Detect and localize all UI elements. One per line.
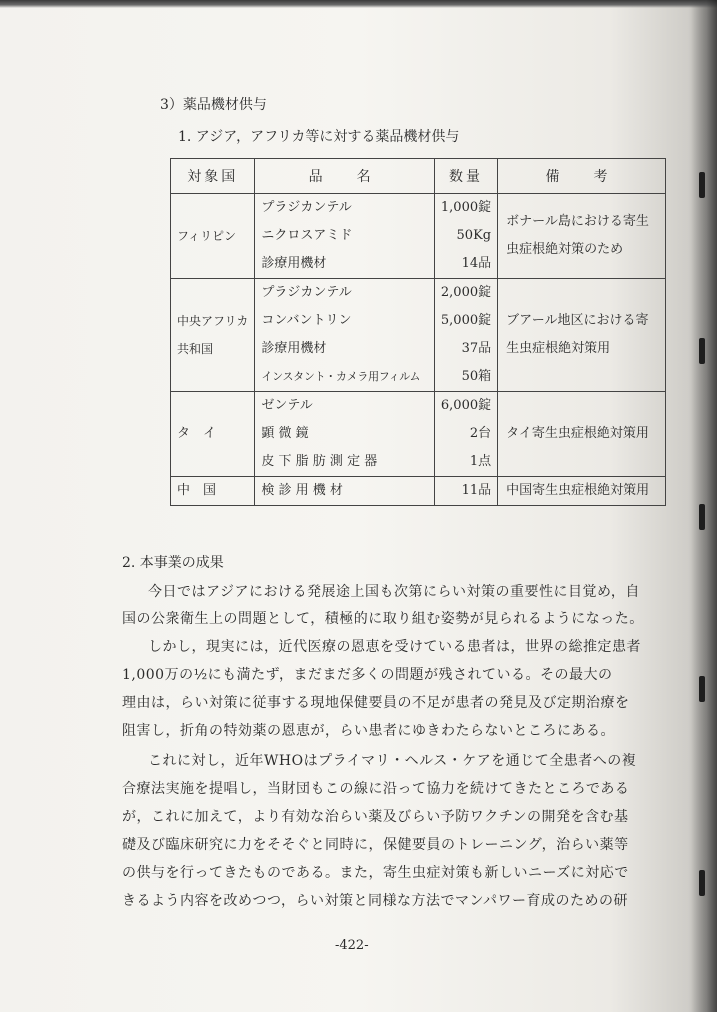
remark-text: タイ寄生虫症根絶対策用 xyxy=(506,426,649,441)
items-cell xyxy=(255,477,434,506)
quantity-value: 1点 xyxy=(469,454,492,469)
table-row xyxy=(171,194,666,279)
page-number: -422- xyxy=(335,938,369,953)
item-name: 診療用機材 xyxy=(261,256,327,271)
items-cell xyxy=(255,392,434,477)
quantity-cell xyxy=(434,477,497,506)
remarks-cell xyxy=(498,279,666,392)
remark-text: ブアール地区における寄 xyxy=(506,313,649,328)
quantity-value: 2台 xyxy=(469,426,492,441)
quantity-value: 1,000錠 xyxy=(440,200,492,215)
items-cell xyxy=(255,279,434,392)
scan-top-edge xyxy=(0,0,717,8)
country-name: 中 国 xyxy=(177,483,217,498)
paragraph-line: きるよう内容を改めつつ，らい対策と同様な方法でマンパワー育成のための研 xyxy=(122,893,628,909)
table-row xyxy=(171,392,666,477)
header-item: 品 名 xyxy=(255,159,434,194)
item-name: ニクロスアミド xyxy=(261,228,353,243)
paragraph-line: が，これに加えて，より有効な治らい薬及びらい予防ワクチンの開発を含む基 xyxy=(122,809,629,825)
binding-tab xyxy=(699,676,705,702)
paragraph-line: 阻害し，折角の特効薬の恩恵が，らい患者にゆきわたらないところにある。 xyxy=(122,723,615,739)
country-cell xyxy=(171,279,255,392)
remark-text: 虫症根絶対策のため xyxy=(506,242,624,257)
item-name: 皮 下 脂 肪 測 定 器 xyxy=(261,454,378,469)
paragraph-line: 国の公衆衛生上の問題として，積極的に取り組む姿勢が見られるようになった。 xyxy=(122,611,644,627)
country-cell xyxy=(171,392,255,477)
paragraph-line: 理由は，らい対策に従事する現地保健要員の不足が患者の発見及び定期治療を xyxy=(122,695,630,711)
supply-table xyxy=(170,158,666,506)
binding-tab xyxy=(699,338,705,364)
remark-text: 中国寄生虫症根絶対策用 xyxy=(506,483,650,498)
paragraph-line: 1,000万の½にも満たず，まだまだ多くの問題が残されている。その最大の xyxy=(122,667,613,683)
paragraph-line: 礎及び臨床研究に力をそそぐと同時に，保健要員のトレーニング，治らい薬等 xyxy=(122,837,629,853)
quantity-value: 6,000錠 xyxy=(440,398,492,413)
header-country: 対象国 xyxy=(171,159,255,194)
item-name: コンバントリン xyxy=(261,313,352,328)
quantity-value: 50箱 xyxy=(461,369,492,384)
binding-tab xyxy=(699,504,705,530)
quantity-value: 2,000錠 xyxy=(440,285,492,300)
quantity-cell xyxy=(434,279,497,392)
quantity-value: 5,000錠 xyxy=(440,313,492,328)
quantity-value: 14品 xyxy=(461,256,492,271)
quantity-cell xyxy=(434,392,497,477)
subsection-heading: 1. アジア，アフリカ等に対する薬品機材供与 xyxy=(178,129,460,145)
country-name: 共和国 xyxy=(177,342,214,356)
remarks-cell xyxy=(498,194,666,279)
country-cell xyxy=(171,477,255,506)
item-name: 検 診 用 機 材 xyxy=(261,483,343,498)
binding-tab xyxy=(699,870,705,896)
item-name: プラジカンテル xyxy=(261,200,352,215)
country-name: タ イ xyxy=(177,426,217,441)
table-row xyxy=(171,477,666,506)
item-name: インスタント・カメラ用フィルム xyxy=(261,370,421,383)
quantity-value: 37品 xyxy=(461,341,492,356)
binding-tab xyxy=(699,172,705,198)
paragraph-line: 今日ではアジアにおける発展途上国も次第にらい対策の重要性に目覚め，自 xyxy=(148,584,640,600)
header-quantity: 数量 xyxy=(434,159,497,194)
header-remarks: 備 考 xyxy=(498,159,666,194)
remarks-cell xyxy=(498,477,666,506)
items-cell xyxy=(255,194,434,279)
table-row xyxy=(171,279,666,392)
quantity-cell xyxy=(434,194,497,279)
paragraph-line: の供与を行ってきたものである。また，寄生虫症対策も新しいニーズに対応で xyxy=(122,865,629,881)
results-heading: 2. 本事業の成果 xyxy=(122,555,224,571)
country-name: 中央アフリカ xyxy=(177,314,249,328)
table-header-row xyxy=(171,159,666,194)
item-name: 診療用機材 xyxy=(261,341,327,356)
quantity-value: 50Kg xyxy=(456,228,492,243)
remark-text: 生虫症根絶対策用 xyxy=(506,341,611,356)
paragraph-line: 合療法実施を提唱し，当財団もこの線に沿って協力を続けてきたところである xyxy=(122,781,630,797)
remarks-cell xyxy=(498,392,666,477)
paragraph-line: しかし，現実には，近代医療の恩恵を受けている患者は，世界の総推定患者 xyxy=(148,639,641,655)
item-name: 顕 微 鏡 xyxy=(261,426,309,441)
country-cell xyxy=(171,194,255,279)
quantity-value: 11品 xyxy=(461,483,492,498)
section-heading: 3）薬品機材供与 xyxy=(160,97,267,113)
item-name: プラジカンテル xyxy=(261,285,352,300)
country-name: フィリピン xyxy=(177,229,237,243)
remark-text: ボナール島における寄生 xyxy=(506,214,649,229)
paragraph-line: これに対し，近年WHOはプライマリ・ヘルス・ケアを通じて全患者への複 xyxy=(148,753,637,769)
item-name: ゼンテル xyxy=(261,398,313,413)
